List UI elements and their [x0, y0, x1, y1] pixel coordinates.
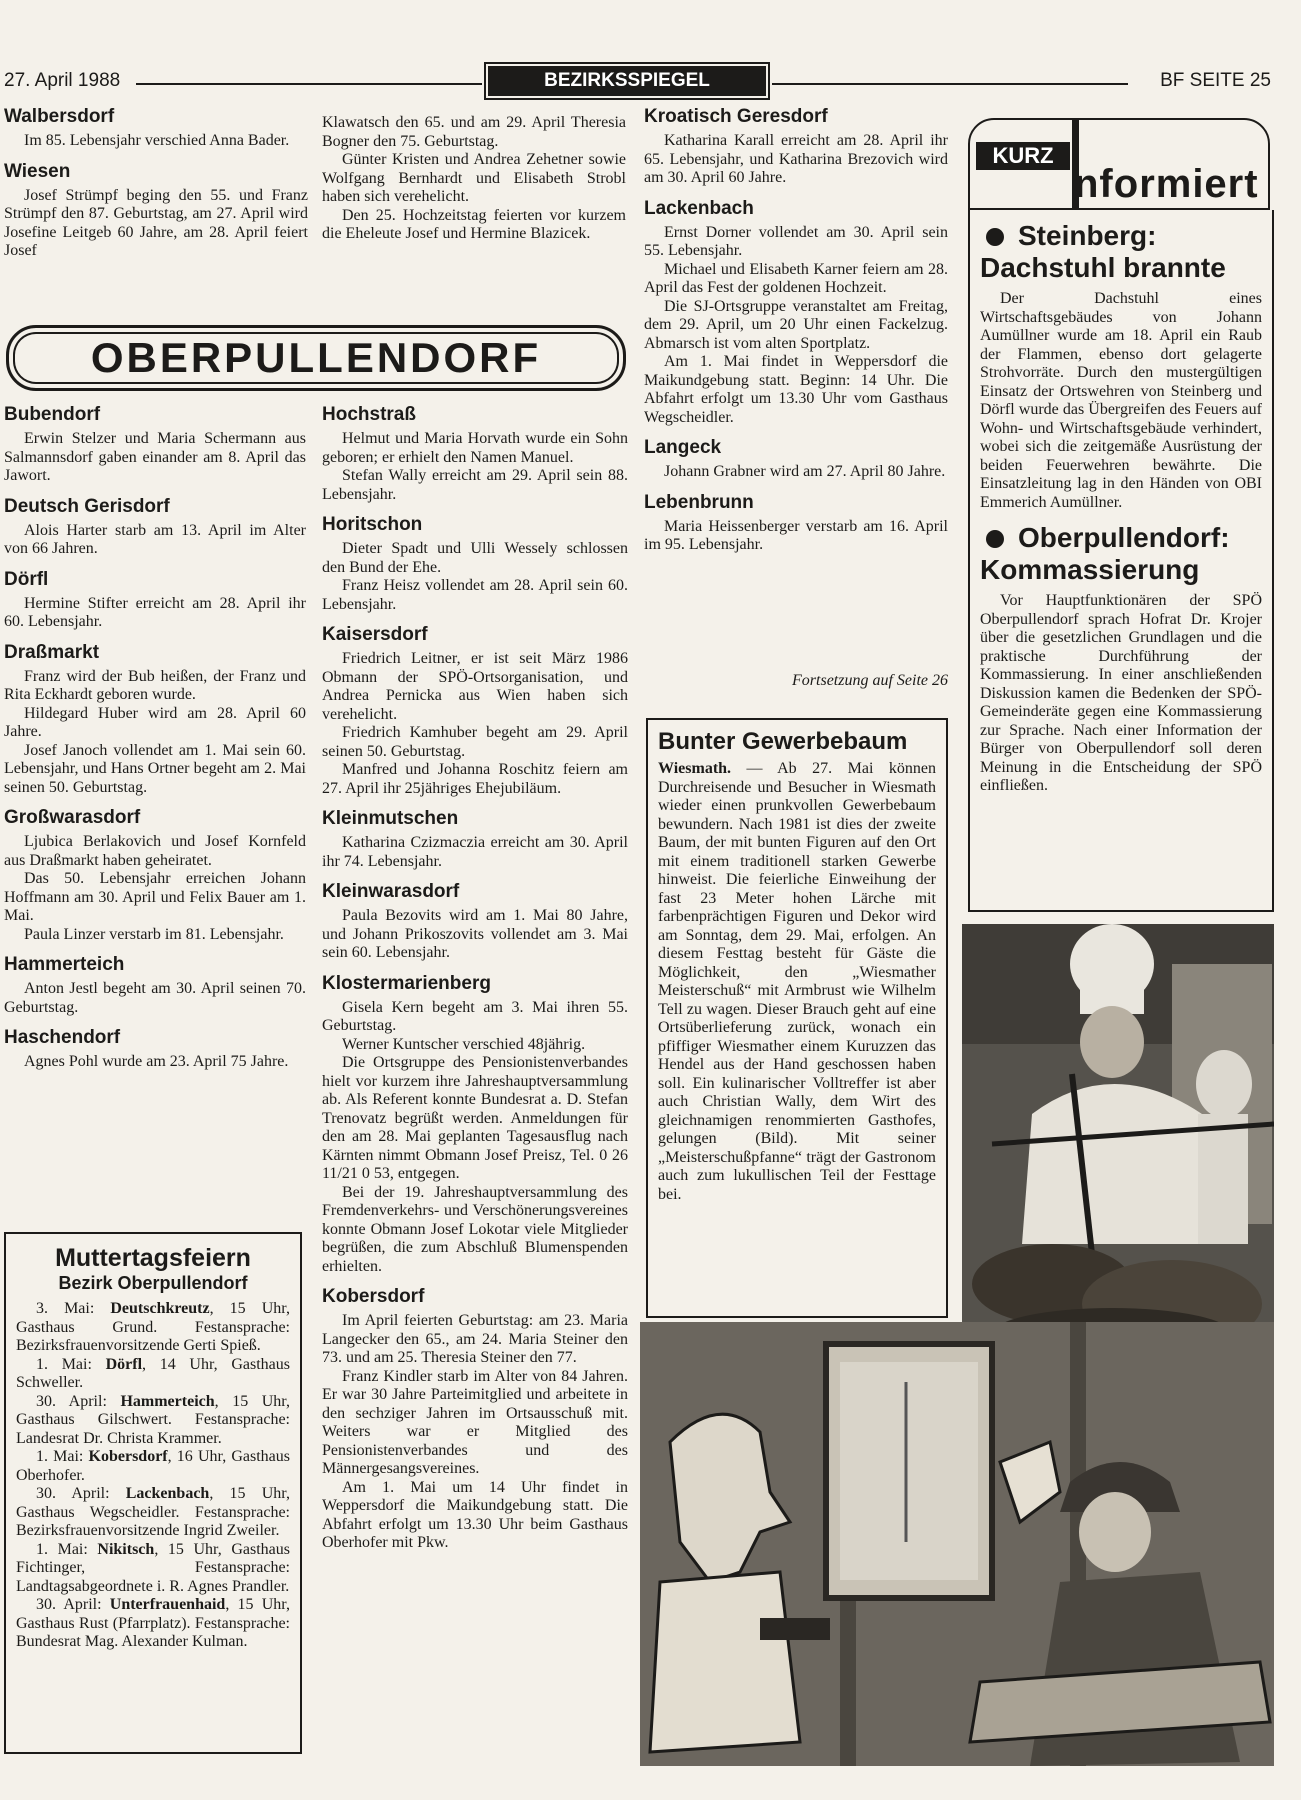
muttertag-item	[16, 1541, 290, 1597]
muttertag-details: , 15 Uhr, Gasthaus Gilschwert. Festansprache: Landesrat Dr. Christa Krammer.	[16, 1392, 290, 1447]
heading-lackenbach: Lackenbach	[644, 197, 754, 219]
heading-deutsch-gerisdorf: Deutsch Gerisdorf	[4, 495, 170, 517]
muttertag-date: 30. April:	[36, 1485, 126, 1502]
news-paragraph: Werner Kuntscher verschied 48jährig.	[342, 1035, 586, 1053]
news-paragraph: Michael und Elisabeth Karner feiern am 28. April das Fest der goldenen Hochzeit.	[644, 260, 948, 296]
muttertag-place: Deutschkreutz	[110, 1300, 210, 1317]
news-paragraph: Manfred und Johanna Roschitz feiern am 27. April ihr 25jähriges Ehejubiläum.	[322, 761, 628, 797]
bullet-icon	[986, 228, 1004, 246]
muttertag-place: Hammerteich	[120, 1392, 215, 1410]
top-column-1	[4, 106, 308, 261]
news-paragraph: Friedrich Kamhuber begeht am 29. April seinen 50. Geburtstag.	[322, 724, 628, 760]
kurz-item-title-text: Oberpullendorf: Kommassierung	[980, 522, 1230, 585]
heading-kleinmutschen: Kleinmutschen	[322, 808, 459, 829]
news-paragraph: Katharina Czizmaczia erreicht am 30. April ihr 74. Lebensjahr.	[322, 834, 628, 870]
district-banner: OBERPULLENDORF	[6, 325, 626, 391]
muttertag-item	[16, 1596, 290, 1652]
heading-kleinwarasdorf: Kleinwarasdorf	[322, 881, 460, 902]
heading-kobersdorf: Kobersdorf	[322, 1286, 425, 1307]
kurz-item-title-text: Steinberg: Dachstuhl brannte	[980, 220, 1226, 283]
section-title: BEZIRKSSPIEGEL	[488, 66, 766, 96]
gewerbebaum-dateline: Wiesmath.	[658, 760, 732, 777]
muttertag-date: 3. Mai:	[36, 1300, 111, 1317]
header-rule-left	[136, 83, 482, 85]
muttertag-date: 1. Mai:	[36, 1448, 89, 1465]
news-paragraph: Paula Bezovits wird am 1. Mai 80 Jahre, und Johann Prikoszovits vollendet am 3. Mai sein 60. Lebensjahr.	[322, 907, 628, 961]
heading-walbersdorf: Walbersdorf	[4, 106, 115, 127]
top-column-2	[322, 114, 626, 244]
muttertag-date: 30. April:	[36, 1392, 121, 1410]
muttertag-box	[4, 1232, 302, 1754]
muttertag-item	[16, 1393, 290, 1449]
heading-kaisersdorf: Kaisersdorf	[322, 624, 428, 645]
muttertag-place: Dörfl	[105, 1355, 143, 1373]
news-paragraph: Klawatsch den 65. und am 29. April Theresia Bogner den 75. Geburtstag.	[322, 114, 626, 150]
chef-photo	[962, 924, 1274, 1354]
kurz-item-title	[980, 220, 1262, 284]
gewerbebaum-photo-svg	[640, 1322, 1274, 1766]
news-paragraph: Katharina Karall erreicht am 28. April ihr 65. Lebensjahr, und Katharina Brezovich wird am 30. April 60 Jahre.	[644, 132, 948, 186]
news-paragraph: Bei der 19. Jahreshauptversammlung des Fremdenverkehrs- und Verschönerungsvereines konnte Obmann Josef Lokotar viele Mitglieder begrüßen, die zum Abschluß Blumenspenden erhielten.	[322, 1183, 628, 1275]
news-paragraph: Franz wird der Bub heißen, der Franz und Rita Eckhardt geboren wurde.	[4, 667, 306, 703]
gewerbebaum-body: — Ab 27. Mai können Durchreisende und Besucher in Wiesmath wieder einen prunkvollen Gewerbebaum bewundern. Nach 1981 ist dies der zweite Baum, der mit bunten Figuren auf den Ort mit einem traditionell starken Gewerbe hinweist. Die feierliche Einweihung der fast 23 Meter hohen Lärche mit farbenprächtigen Figuren und Dekor wird am Sonntag, dem 29. Mai, erfolgen. An diesem Festtag besteht für Gäste die Möglichkeit, den „Wiesmather Meisterschuß“ mit Armbrust wie Wilhelm Tell zu wagen. Dieser Brauch geht auf eine Ortsüberlieferung zurück, wonach ein pfiffiger Wiesmather einem Kuruzzen das Hendel aus der Hand geschossen haben soll. Ein kulinarischer Volltreffer ist aber auch Christian Wally, dem Wirt des gleichnamigen renommierten Gasthofes, gelungen (Bild). Mit seiner „Meisterschußpfanne“ trägt der Gastronom auch zum lukullischen Teil der Festtage bei.	[658, 760, 936, 1203]
news-paragraph: Agnes Pohl wurde am 23. April 75 Jahre.	[24, 1053, 289, 1070]
news-paragraph: Dieter Spadt und Ulli Wessely schlossen den Bund der Ehe.	[322, 540, 628, 576]
muttertag-details: , 15 Uhr, Gasthaus Grund. Festansprache: Bezirksfrauenvorsitzende Gerti Spieß.	[16, 1300, 290, 1354]
bullet-icon	[986, 530, 1004, 548]
muttertag-details: , 15 Uhr, Gasthaus Fichtinger, Festansprache: Landtagsabgeordnete i. R. Agnes Prandler.	[16, 1540, 290, 1595]
news-paragraph: Im 85. Lebensjahr verschied Anna Bader.	[24, 132, 290, 149]
kurz-informiert-header	[968, 118, 1270, 210]
heading-d-rfl: Dörfl	[4, 568, 49, 590]
news-paragraph: Anton Jestl begeht am 30. April seinen 70. Geburtstag.	[4, 980, 306, 1016]
muttertag-item	[16, 1300, 290, 1356]
muttertag-item	[16, 1448, 290, 1485]
gewerbebaum-photo	[640, 1322, 1274, 1766]
heading-lebenbrunn: Lebenbrunn	[644, 491, 754, 513]
gewerbebaum-title: Bunter Gewerbebaum	[658, 728, 908, 755]
muttertag-date: 30. April:	[36, 1596, 110, 1613]
news-paragraph: Im April feierten Geburtstag: am 23. Maria Langecker den 65., am 24. Maria Steiner den 73. und am 25. Theresia Steiner den 77.	[322, 1312, 628, 1366]
heading-hammerteich: Hammerteich	[4, 954, 125, 975]
news-paragraph: Franz Kindler starb im Alter von 84 Jahren. Er war 30 Jahre Parteimitglied und arbeitete in den sechziger Jahren im Ortsausschuß mit. Weiters war er Mitglied des Pensionistenverbandes und des Männergesangsvereines.	[322, 1367, 628, 1477]
kurz-item-text: Der Dachstuhl eines Wirtschaftsgebäudes von Johann Aumüllner wurde am 18. April ein Raub der Flammen, ebenso dort gelagerte Strohvorräte. Durch den mustergültigen Einsatz der Ortswehren von Steinberg und Dörfl wurde das Übergreifen des Feuers auf Wohn- und Wirtschaftsgebäude verhindert, wobei sich die zeitgemäße Ausrüstung der beiden Feuerwehren bewährte. Die Einsatzleitung lag in den Händen von OBI Emmerich Aumüllner.	[980, 290, 1262, 511]
muttertag-place: Nikitsch	[97, 1540, 155, 1558]
column-1	[4, 404, 306, 1072]
muttertag-list	[6, 1300, 300, 1652]
news-paragraph: Das 50. Lebensjahr erreichen Johann Hoffmann am 30. April und Felix Bauer am 1. Mai.	[4, 870, 306, 924]
heading-haschendorf: Haschendorf	[4, 1027, 121, 1048]
muttertag-item	[16, 1356, 290, 1393]
news-paragraph: Die SJ-Ortsgruppe veranstaltet am Freitag, dem 29. April, um 20 Uhr einen Fackelzug. Abmarsch ist vom alten Sportplatz.	[644, 297, 948, 352]
heading-kroatisch-geresdorf: Kroatisch Geresdorf	[644, 106, 828, 127]
muttertag-subtitle: Bezirk Oberpullendorf	[58, 1273, 248, 1293]
news-paragraph: Alois Harter starb am 13. April im Alter von 66 Jahren.	[4, 521, 306, 557]
news-paragraph: Ljubica Berlakovich und Josef Kornfeld aus Draßmarkt haben geheiratet.	[4, 833, 306, 869]
muttertag-title: Muttertagsfeiern	[55, 1244, 251, 1272]
kurz-tag: KURZ	[976, 142, 1070, 170]
muttertag-place: Kobersdorf	[88, 1448, 168, 1465]
news-paragraph: Hermine Stifter erreicht am 28. April ihr 60. Lebensjahr.	[4, 594, 306, 630]
muttertag-details: , 16 Uhr, Gasthaus Oberhofer.	[16, 1448, 290, 1484]
issue-date: 27. April 1988	[4, 70, 121, 91]
news-paragraph: Günter Kristen und Andrea Zehetner sowie Wolfgang Bernhardt und Elisabeth Strobl haben sich verehelicht.	[322, 151, 626, 205]
kurz-word: nformiert	[1074, 162, 1259, 206]
news-paragraph: Helmut und Maria Horvath wurde ein Sohn geboren; er erhielt den Namen Manuel.	[322, 430, 628, 466]
heading-langeck: Langeck	[644, 437, 722, 458]
news-paragraph: Friedrich Leitner, er ist seit März 1986 Obmann der SPÖ-Ortsorganisation, und Andrea Pernicka aus Wien haben sich verehelicht.	[322, 650, 628, 723]
news-paragraph: Am 1. Mai um 14 Uhr findet in Weppersdorf die Maikundgebung statt. Die Abfahrt erfolgt um 13.30 Uhr beim Gasthaus Oberhofer mit Pkw.	[322, 1478, 628, 1551]
news-paragraph: Hildegard Huber wird am 28. April 60 Jahre.	[4, 704, 306, 740]
heading-gro-warasdorf: Großwarasdorf	[4, 807, 141, 828]
heading-dra-markt: Draßmarkt	[4, 641, 100, 663]
muttertag-details: , 14 Uhr, Gasthaus Schweller.	[16, 1355, 290, 1391]
kurz-list	[970, 220, 1272, 796]
kurz-item-text: Vor Hauptfunktionären der SPÖ Oberpullendorf sprach Hofrat Dr. Krojer über die gesetzlichen Grundlagen und die praktische Durchführung der Kommassierung. In einer anschließenden Diskussion kamen die Bedenken der SPÖ-Gemeinderäte gegen eine Kommassierung zur Sprache. Nach einer Information der Bürger von Oberpullendorf soll deren Meinung in die Entscheidung der SPÖ einfließen.	[980, 592, 1262, 794]
muttertag-details: , 15 Uhr, Gasthaus Rust (Pfarrplatz). Festansprache: Bundesrat Mag. Alexander Kulman.	[16, 1596, 290, 1650]
heading-horitschon: Horitschon	[322, 514, 423, 535]
kurz-item-title	[980, 522, 1262, 586]
news-paragraph: Johann Grabner wird am 27. April 80 Jahre.	[664, 463, 946, 480]
header-rule-right	[772, 83, 1128, 85]
muttertag-place: Unterfrauenhaid	[109, 1596, 226, 1613]
kurz-box	[968, 210, 1274, 912]
page-header	[0, 66, 1301, 94]
muttertag-details: , 15 Uhr, Gasthaus Wegscheidler. Festansprache: Bezirksfrauenvorsitzende Ingrid Zweiler.	[16, 1485, 290, 1539]
news-paragraph: Stefan Wally erreicht am 29. April sein 88. Lebensjahr.	[322, 467, 628, 503]
news-paragraph: Paula Linzer verstarb im 81. Lebensjahr.	[24, 925, 284, 943]
news-paragraph: Josef Janoch vollendet am 1. Mai sein 60. Lebensjahr, und Hans Ortner begeht am 2. Mai seinen 50. Geburtstag.	[4, 741, 306, 796]
heading-hochstra: Hochstraß	[322, 404, 416, 425]
muttertag-date: 1. Mai:	[36, 1540, 98, 1558]
heading-bubendorf: Bubendorf	[4, 404, 101, 425]
news-paragraph: Gisela Kern begeht am 3. Mai ihren 55. Geburtstag.	[322, 998, 628, 1034]
news-paragraph: Am 1. Mai findet in Weppersdorf die Maikundgebung statt. Beginn: 14 Uhr. Die Abfahrt erfolgt um 13.30 Uhr vom Gasthaus Wegscheidler.	[644, 353, 948, 426]
gewerbebaum-text	[658, 760, 936, 1204]
continued-note: Fortsetzung auf Seite 26	[792, 672, 948, 689]
news-paragraph: Maria Heissenberger verstarb am 16. April im 95. Lebensjahr.	[644, 517, 948, 553]
muttertag-place: Lackenbach	[125, 1485, 210, 1502]
news-paragraph: Den 25. Hochzeitstag feierten vor kurzem die Eheleute Josef und Hermine Blazicek.	[322, 206, 626, 242]
chef-photo-svg	[962, 924, 1274, 1354]
column-3	[644, 106, 948, 555]
column-2	[322, 404, 628, 1553]
news-paragraph: Franz Heisz vollendet am 28. April sein 60. Lebensjahr.	[322, 577, 628, 613]
muttertag-date: 1. Mai:	[36, 1355, 106, 1373]
heading-wiesen: Wiesen	[4, 160, 71, 182]
news-paragraph: Die Ortsgruppe des Pensionistenverbandes hielt vor kurzem ihre Jahreshauptversammlung ab. Als Referent konnte Bundesrat a. D. Stefan Trenovatz begrüßt werden. Anmeldungen für den am 28. Mai geplanten Tagesausflug nach Kärnten nimmt Obmann Josef Preisz, Tel. 0 26 11/21 0 53, entgegen.	[322, 1054, 628, 1182]
news-paragraph: Josef Strümpf beging den 55. und Franz Strümpf den 87. Geburtstag, am 27. April wird Josefine Leitgeb 60 Jahre, am 28. April feiert Josef	[4, 186, 308, 259]
muttertag-item	[16, 1485, 290, 1541]
heading-klostermarienberg: Klostermarienberg	[322, 972, 491, 994]
news-paragraph: Ernst Dorner vollendet am 30. April sein 55. Lebensjahr.	[644, 223, 948, 259]
news-paragraph: Erwin Stelzer und Maria Schermann aus Salmannsdorf gaben einander am 8. April das Jawort.	[4, 430, 306, 484]
gewerbebaum-box	[646, 718, 948, 1318]
page-number: BF SEITE 25	[1160, 70, 1271, 91]
